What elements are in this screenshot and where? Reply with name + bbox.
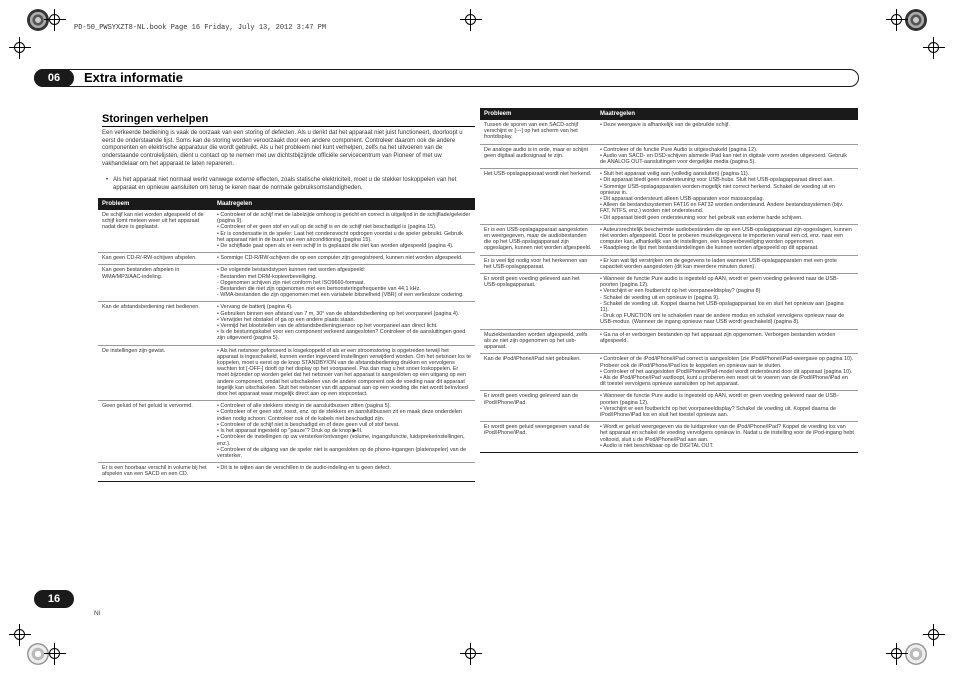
chapter-title: Extra informatie bbox=[84, 70, 183, 85]
table-row bbox=[480, 120, 858, 144]
page-number: 16 bbox=[34, 590, 74, 608]
table-row bbox=[480, 391, 858, 422]
remedy-cell: • Wanneer de functie Pure audio is ingesteld op AAN, wordt er geen voeding geleverd naar de USB-poorten (pagina 12). • Verschijnt er een foutbericht op het voorpaneeldisplay? (pagina 8) - Schakel de voeding uit en opnieuw in (pagina 9). - Schakel de voeding uit. Koppel daarna het USB-opslagapparaat los en sluit het opnieuw aan (pagina 11). - Druk op FUNCTION om te schakelen naar de andere modus en schakel vervolgens opnieuw naar de USB-modus. (Wanneer de ingang opnieuw naar USB wordt geschakeld) (pagina 8). bbox=[596, 274, 858, 330]
registration-mark-icon bbox=[905, 643, 927, 665]
problem-cell: Er wordt geen voeding geleverd aan het USB-opslagapparaat. bbox=[480, 274, 596, 330]
column-header-remedy: Maatregelen bbox=[596, 108, 858, 120]
remedy-cell: • Controleer of de functie Pure Audio is uitgeschakeld (pagina 12). • Audio van SACD- en DSD-schijven alsmede iPad kan niet in digitale vorm worden uitgevoerd. Gebruik de ANALOG OUT-aansluitingen voor dergelijke media (pagina 5). bbox=[596, 144, 858, 169]
section-title: Storingen verhelpen bbox=[102, 113, 209, 125]
table-row bbox=[480, 354, 858, 391]
problem-cell: Er is een hoorbaar verschil in volume bij het afspelen van een SACD en een CD. bbox=[98, 463, 213, 481]
chapter-number: 06 bbox=[34, 69, 74, 87]
remedy-cell: • Controleer of de schijf met de labelzijde omhoog is gericht en correct is uitgelijnd in de schijflade/geleider (pagina 9). • Controleer of er geen stof en vuil op de schijf is en de schijf niet beschadigd is (pagina 15). • Er is condensatie in de speler: Laat het condensvocht opdrogen voordat u de speler gebruikt. Gebruik het apparaat niet in de buurt van een airconditioning (pagina 15). • De schijflade gaat open als er een schijf in is geplaatst die niet kan worden afgespeeld (pagina 4). bbox=[213, 210, 475, 253]
problem-cell: Kan geen bestanden afspelen in WMA/MP3/AAC-indeling. bbox=[98, 265, 213, 302]
remedy-cell: • Deze weergave is afhankelijk van de gebruikte schijf. bbox=[596, 120, 858, 144]
table-row bbox=[480, 422, 858, 453]
remedy-cell: • Als het netsnoer geforceerd is losgekoppeld of als er een stroomstoring is opgetreden terwijl het apparaat is ingeschakeld, kunnen eerder ingevoerd instellingen verwijderd worden. Om het netsnoer los te koppelen, moet u eerst op de knop STANDBY/ON van de afstandsbediening drukken en vervolgens wachten tot [-OFF-] dooft op het display op het voorpaneel. Pas dan mag u het snoer loskoppelen. Er moet bijzonder op worden gelet dat het netsnoer van het apparaat is aangesloten op een uitgang op een andere component, omdat het uitschakelen van de andere component ook de voeding naar dit apparaat tegelijk kan uitschakelen. Sluit het netsnoer van dit apparaat aan op een voeding die niet wordt beïnvloed door het apparaat waar mogelijk direct aan op een stopcontact. bbox=[213, 345, 475, 401]
crosshair-icon bbox=[44, 9, 66, 31]
problem-cell: Tussen de sporen van een SACD-schijf verschijnt er [---] op het scherm van het frontdisplay. bbox=[480, 120, 596, 144]
problem-cell: De instellingen zijn gewist. bbox=[98, 345, 213, 401]
crosshair-icon bbox=[9, 624, 31, 646]
table-row bbox=[98, 265, 475, 302]
registration-mark-icon bbox=[905, 9, 927, 31]
right-troubleshooting-table bbox=[480, 108, 858, 453]
table-row bbox=[98, 345, 475, 401]
table-row bbox=[98, 210, 475, 253]
crosshair-icon bbox=[9, 37, 31, 59]
table-row bbox=[480, 169, 858, 225]
table-row bbox=[480, 329, 858, 354]
problem-cell: Muziekbestanden worden afgespeeld, zelfs als ze niet zijn opgenomen op het usb-apparaat. bbox=[480, 329, 596, 354]
crosshair-icon bbox=[460, 9, 482, 31]
problem-cell: Kan de iPod/iPhone/iPad niet gebruiken. bbox=[480, 354, 596, 391]
remedy-cell: • Wordt er geluid weergegeven via de luidspreker van de iPod/iPhone/iPad? Koppel de voeding los van het apparaat en schakel de voeding vervolgens opnieuw in. Nadat u de instelling voor de iPod-ingang hebt voltooid, sluit u de iPod/iPhone/iPad aan aan. • Audio is niet beschikbaar op de DIGITAL OUT. bbox=[596, 422, 858, 453]
section-rule bbox=[102, 126, 475, 127]
crosshair-icon bbox=[460, 643, 482, 665]
problem-cell: Het USB-opslagapparaat wordt niet herkend. bbox=[480, 169, 596, 225]
table-row bbox=[480, 274, 858, 330]
problem-cell: De schijf kan niet worden afgespeeld of de schijf komt meteen weer uit het apparaat nadat deze is geplaatst. bbox=[98, 210, 213, 253]
problem-cell: Kan geen CD-R/-RW-schijven afspelen. bbox=[98, 253, 213, 265]
file-header: PD-50_PWSYXZT8-NL.book Page 16 Friday, July 13, 2012 3:47 PM bbox=[74, 24, 327, 32]
remedy-cell: • Vervang de batterij (pagina 4). • Gebruiken binnen een afstand van 7 m, 30° van de afstandsbediening op het voorpaneel (pagina 4). • Verwijder het obstakel of ga op een andere plaats staan. • Vermijd het blootstellen van de afstandsbedieningsensor op het voorpaneel aan direct licht. • Is de besturingskabel voor een component verkeerd aangesloten? Controleer of de aansluitingen goed zijn uitgevoerd (pagina 5). bbox=[213, 302, 475, 345]
crosshair-icon bbox=[923, 37, 945, 59]
remedy-cell: • Sommige CD-R/RW-schijven die op een computer zijn geregistreerd, kunnen niet worden afgespeeld. bbox=[213, 253, 475, 265]
remedy-cell: • Er kan wat tijd verstrijken om de gegevens te laden wanneer USB-opslagapparaten met een grote capaciteit worden aangesloten (dit kan meerdere minuten duren). bbox=[596, 255, 858, 273]
problem-cell: Er is veel tijd nodig voor het herkennen van het USB-opslagapparaat. bbox=[480, 255, 596, 273]
remedy-cell: • Dit is te wijten aan de verschillen in de audio-indeling en is geen defect. bbox=[213, 463, 475, 481]
table-row bbox=[98, 302, 475, 345]
column-header-problem: Probleem bbox=[98, 198, 213, 210]
remedy-cell: • Sluit het apparaat veilig aan (volledig aansluiten) (pagina 11). • Dit apparaat biedt geen ondersteuning voor USB-hubs. Sluit het USB-opslagapparaat direct aan. • Sommige USB-opslagapparaten worden mogelijk niet correct herkend. Schakel de voeding uit en opnieuw in. • Dit apparaat ondersteunt alleen USB-apparaten voor massaopslag. • Alleen de bestandssystemen FAT16 en FAT32 worden ondersteund. Andere bestandssystemen (bijv. FAT, NTFS, enz.) worden niet ondersteund. • Dit apparaat biedt geen ondersteuning voor het gebruik van externe harde schijven. bbox=[596, 169, 858, 225]
problem-cell: De analoge audio is in orde, maar er schijnt geen digitaal audiosignaal te zijn. bbox=[480, 144, 596, 169]
problem-cell: Er is een USB-opslagapparaat aangesloten en weergegeven, maar de audiobestanden die op het USB-opslagapparaat zijn opgeslagen, kunnen niet worden afgespeeld. bbox=[480, 224, 596, 255]
remedy-cell: • Controleer of alle stekkers stevig in de aansluitbussen zitten (pagina 5). • Controleer of er geen stof, roest, enz. op de stekkers en aansluitbussen zit en maak deze onderdelen indien nodig schoon. Controleer ook of de kabels niet beschadigd zijn. • Controleer of de schijf niet is beschadigd en of deze geen vuil of stof bevat. • Is het apparaat ingesteld op "pauze"? Druk op de knop ▶/II. • Controleer de instellingen op uw versterker/ontvanger (volume, ingangsfunctie, luidsprekerinstellingen, enz.). • Controleer of de uitgang van de speler niet is aangesloten op de phono-ingangen (platenspeler) van de versterker. bbox=[213, 401, 475, 463]
table-row bbox=[98, 463, 475, 481]
remedy-cell: • Controleer of de iPod/iPhone/iPad correct is aangesloten (zie iPod/iPhone/iPad-weergave op pagina 10). Probeer ook de iPod/iPhone/iPad los te koppelen en opnieuw aan te sluiten. • Controleer of het aangesloten iPod/iPhone/iPad-model wordt ondersteund door dit apparaat (pagina 10). • Als de iPod/iPhone/iPad vastloopt, kunt u proberen een reset uit te voeren van de iPod/iPhone/iPad en dit toestel vervolgens opnieuw aansluiten op het apparaat. bbox=[596, 354, 858, 391]
problem-cell: Er wordt geen geluid weergegeven vanaf de iPod/iPhone/iPad. bbox=[480, 422, 596, 453]
table-row bbox=[480, 144, 858, 169]
table-row bbox=[480, 224, 858, 255]
problem-cell: Kan de afstandsbediening niet bedienen. bbox=[98, 302, 213, 345]
section-bullet: • Als het apparaat niet normaal werkt vanwege externe effecten, zoals statische elektriciteit, moet u de stekker loskoppelen van het apparaat en opnieuw aansluiten om terug te keren naar de normale gebruiksomstandigheden. bbox=[106, 177, 457, 191]
table-row bbox=[480, 255, 858, 273]
problem-cell: Er wordt geen voeding geleverd aan de iPod/iPhone/iPad. bbox=[480, 391, 596, 422]
crosshair-icon bbox=[886, 643, 908, 665]
table-row bbox=[98, 253, 475, 265]
table-row bbox=[98, 401, 475, 463]
column-header-problem: Probleem bbox=[480, 108, 596, 120]
remedy-cell: • De volgende bestandstypen kunnen niet worden afgespeeld: - Bestanden met DRM-kopieerbeveiliging. - Opgenomen schijven zijn niet conform het ISO9660-formaat. - Bestanden die niet zijn opgenomen met een bemonsteringsfrequentie van 44,1 kHz. - WMA-bestanden die zijn opgenomen met een variabele bitsnelheid (VBR) of een verliesloze codering. bbox=[213, 265, 475, 302]
left-troubleshooting-table bbox=[98, 198, 475, 482]
section-intro: Een verkeerde bediening is vaak de oorzaak van een storing of defecten. Als u denkt dat het apparaat niet juist functioneert, doorloopt u eerst de onderstaande lijst. Soms kan de storing worden veroorzaakt door een andere component. Controleer daarom ook de andere componenten en elektrische apparatuur die wordt gebruikt. Als u het probleem niet kunt verhelpen, zelfs na het uitvoeren van de onderstaande controlelijsten, dient u contact op te nemen met uw dichtstbijzijnde officiële servicecentrum van Pioneer of met uw vakhandelaar om het apparaat te laten repareren. bbox=[102, 130, 463, 167]
column-header-remedy: Maatregelen bbox=[213, 198, 475, 210]
crosshair-icon bbox=[886, 9, 908, 31]
language-code: Nl bbox=[94, 610, 101, 617]
problem-cell: Geen geluid of het geluid is vervormd. bbox=[98, 401, 213, 463]
remedy-cell: • Wanneer de functie Pure audio is ingesteld op AAN, wordt er geen voeding geleverd naar de USB-poorten (pagina 12). • Verschijnt er een foutbericht op het voorpaneeldisplay? Schakel de voeding uit. Koppel daarna de iPod/iPhone/iPad los en sluit het toestel opnieuw aan. bbox=[596, 391, 858, 422]
remedy-cell: • Auteursrechtelijk beschermde audiobestanden die op een USB-opslagapparaat zijn opgeslagen, kunnen niet worden afgespeeld. Door te proberen muziekgegevens te importeren vanaf een cd, enz. naar een computer kan, afhankelijk van de instellingen, een kopieerbeveiliging worden opgenomen. • Raadpleeg de lijst met bestandsindelingen die kunnen worden afgespeeld op dit apparaat. bbox=[596, 224, 858, 255]
crosshair-icon bbox=[923, 624, 945, 646]
crosshair-icon bbox=[44, 643, 66, 665]
remedy-cell: • Ga na of er verborgen bestanden op het apparaat zijn opgenomen. Verborgen bestanden worden afgespeeld. bbox=[596, 329, 858, 354]
